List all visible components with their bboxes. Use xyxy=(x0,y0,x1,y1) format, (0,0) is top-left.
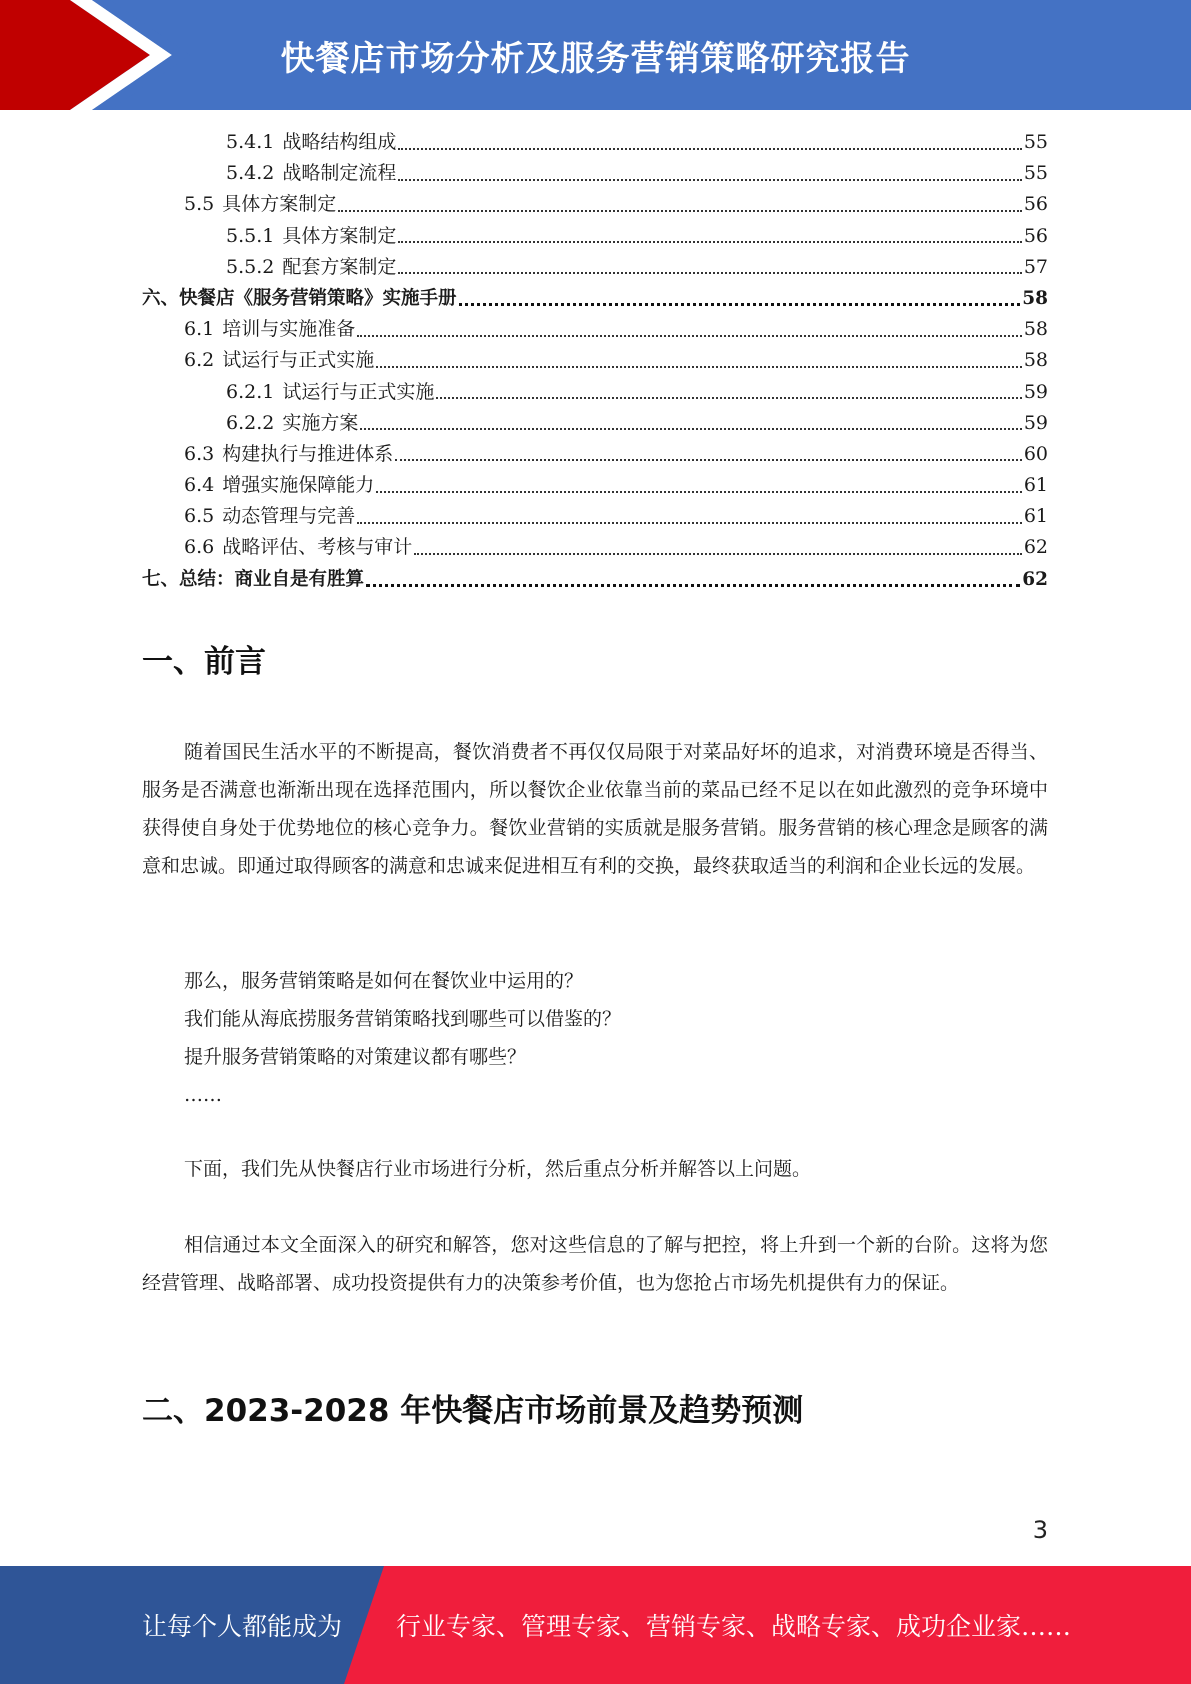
toc-entry-number: 6.5 xyxy=(184,505,215,528)
toc-dot-leader xyxy=(376,491,1022,493)
toc-entry-page: 56 xyxy=(1023,224,1048,247)
toc-dot-leader xyxy=(366,584,1020,587)
toc-entry-number: 5.4.1 xyxy=(226,131,275,153)
toc-entry-page: 57 xyxy=(1023,255,1048,278)
footer-slogan-left: 让每个人都能成为 xyxy=(142,1612,343,1641)
page-number: 3 xyxy=(1032,1516,1048,1544)
toc-dot-leader xyxy=(398,241,1021,243)
toc-entry-title: 具体方案制定 xyxy=(222,193,337,216)
toc-entry-title: 总结：商业自是有胜算 xyxy=(179,568,365,590)
toc-entry-number: 6.2.2 xyxy=(226,411,275,434)
toc-entry-page: 61 xyxy=(1023,474,1048,497)
toc-entry[interactable] xyxy=(142,501,1048,532)
footer-slogan-right: 行业专家、管理专家、营销专家、战略专家、成功企业家…… xyxy=(396,1612,1072,1641)
toc-entry-page: 58 xyxy=(1023,318,1048,341)
toc-entry-page: 59 xyxy=(1023,411,1048,434)
toc-entry-title: 快餐店《服务营销策略》实施手册 xyxy=(179,287,457,309)
toc-entry[interactable] xyxy=(142,408,1048,439)
toc-entry[interactable] xyxy=(142,221,1048,252)
toc-entry-number: 6.2.1 xyxy=(226,380,275,403)
toc-dot-leader xyxy=(338,210,1022,212)
toc-entry-number: 七、 xyxy=(142,568,180,590)
toc-entry-page: 58 xyxy=(1023,349,1048,372)
toc-entry-title: 构建执行与推进体系 xyxy=(222,442,394,465)
toc-entry-title: 具体方案制定 xyxy=(282,224,397,247)
toc-entry-number: 5.5.1 xyxy=(226,224,275,247)
question-item: 我们能从海底捞服务营销策略找到哪些可以借鉴的？ xyxy=(184,1008,622,1030)
toc-entry-number: 5.5.2 xyxy=(226,255,275,278)
question-item: …… xyxy=(184,1084,222,1106)
toc-entry-title: 配套方案制定 xyxy=(282,255,397,278)
toc-dot-leader xyxy=(376,366,1022,368)
toc-entry-page: 60 xyxy=(1023,442,1048,465)
page-header xyxy=(0,0,1191,110)
toc-entry-title: 增强实施保障能力 xyxy=(222,474,375,497)
toc-entry-title: 动态管理与完善 xyxy=(222,505,356,528)
toc-entry[interactable] xyxy=(142,252,1048,283)
toc-entry[interactable] xyxy=(142,345,1048,376)
toc-entry[interactable] xyxy=(142,127,1048,158)
toc-entry-title: 战略结构组成 xyxy=(282,131,397,153)
toc-dot-leader xyxy=(398,148,1021,150)
toc-entry[interactable] xyxy=(142,377,1048,408)
toc-entry[interactable] xyxy=(142,314,1048,345)
toc-entry-page: 56 xyxy=(1023,193,1048,216)
section-heading-preface: 一、前言 xyxy=(142,644,266,680)
toc-entry-title: 试运行与正式实施 xyxy=(222,349,375,372)
toc-entry-page: 59 xyxy=(1023,380,1048,403)
toc-entry-number: 6.4 xyxy=(184,474,215,497)
toc-dot-leader xyxy=(357,522,1022,524)
toc-entry-number: 5.5 xyxy=(184,193,215,216)
toc-entry-title: 试运行与正式实施 xyxy=(282,380,435,403)
toc-dot-leader xyxy=(360,428,1021,430)
header-title: 快餐店市场分析及服务营销策略研究报告 xyxy=(280,38,911,79)
toc-entry-page: 61 xyxy=(1023,505,1048,528)
toc-dot-leader xyxy=(459,303,1021,306)
question-item: 提升服务营销策略的对策建议都有哪些？ xyxy=(184,1046,527,1068)
preface-paragraph-2: 下面，我们先从快餐店行业市场进行分析，然后重点分析并解答以上问题。 xyxy=(184,1158,812,1180)
table-of-contents xyxy=(142,127,1048,595)
preface-paragraph-3: 相信通过本文全面深入的研究和解答，您对这些信息的了解与把控，将上升到一个新的台阶。这将为您经营管理、战略部署、成功投资提供有力的决策参考价值，也为您抢占市场先机提供有力的保证。 xyxy=(142,1234,1048,1294)
toc-entry-number: 六、 xyxy=(142,287,180,309)
toc-entry-page: 62 xyxy=(1022,568,1048,590)
toc-entry-number: 6.3 xyxy=(184,442,215,465)
toc-entry-page: 58 xyxy=(1022,287,1048,309)
toc-entry[interactable] xyxy=(142,158,1048,189)
toc-entry[interactable] xyxy=(142,189,1048,220)
toc-dot-leader xyxy=(414,553,1022,555)
toc-entry-number: 6.6 xyxy=(184,536,215,559)
toc-dot-leader xyxy=(357,335,1022,337)
toc-entry-page: 55 xyxy=(1023,131,1048,153)
toc-dot-leader xyxy=(395,459,1022,461)
toc-entry-number: 6.1 xyxy=(184,318,215,341)
toc-entry-number: 6.2 xyxy=(184,349,215,372)
toc-entry-title: 战略评估、考核与审计 xyxy=(222,536,413,559)
question-list xyxy=(184,962,621,1114)
toc-entry-page: 55 xyxy=(1023,162,1048,185)
toc-entry[interactable] xyxy=(142,283,1048,314)
preface-paragraph-1: 随着国民生活水平的不断提高，餐饮消费者不再仅仅局限于对菜品好坏的追求，对消费环境是否得当、服务是否满意也渐渐出现在选择范围内，所以餐饮企业依靠当前的菜品已经不足以在如此激烈的竞争环境中获得使自身处于优势地位的核心竞争力。餐饮业营销的实质就是服务营销。服务营销的核心理念是顾客的满意和忠诚。即通过取得顾客的满意和忠诚来促进相互有利的交换，最终获取适当的利润和企业长远的发展。 xyxy=(142,741,1048,877)
toc-dot-leader xyxy=(398,179,1021,181)
page-footer xyxy=(0,1566,1191,1684)
toc-dot-leader xyxy=(436,397,1021,399)
toc-entry-title: 战略制定流程 xyxy=(282,162,397,185)
section-heading-forecast: 二、2023-2028 年快餐店市场前景及趋势预测 xyxy=(142,1393,804,1429)
toc-entry-number: 5.4.2 xyxy=(226,162,275,185)
toc-entry-title: 实施方案 xyxy=(282,411,359,434)
toc-entry-title: 培训与实施准备 xyxy=(222,318,356,341)
toc-entry[interactable] xyxy=(142,532,1048,563)
toc-entry-page: 62 xyxy=(1023,536,1048,559)
toc-dot-leader xyxy=(398,272,1021,274)
question-item: 那么，服务营销策略是如何在餐饮业中运用的？ xyxy=(184,970,584,992)
toc-entry[interactable] xyxy=(142,470,1048,501)
toc-entry[interactable] xyxy=(142,439,1048,470)
toc-entry[interactable] xyxy=(142,564,1048,595)
